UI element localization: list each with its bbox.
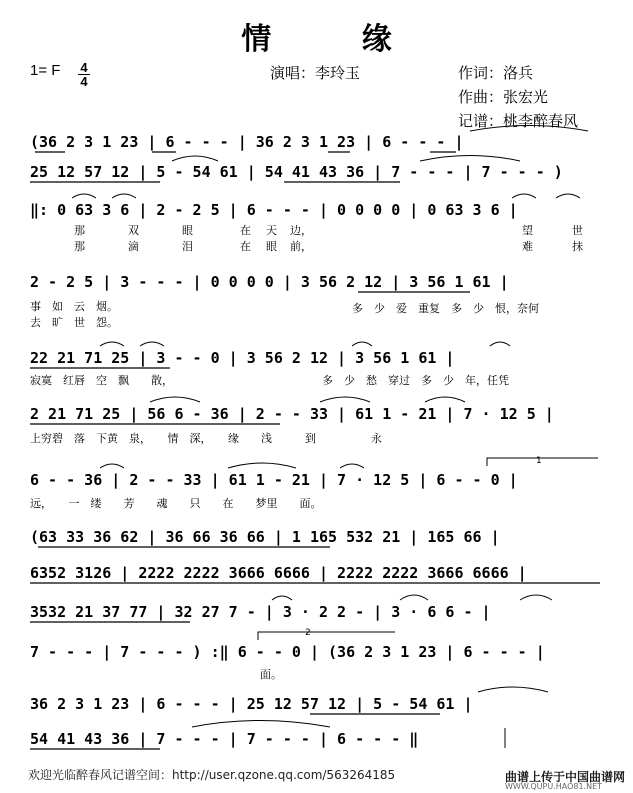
lyric-v1-line3-w2: 双 [128, 224, 139, 237]
lyric-v1-line3-w8: 世 [572, 224, 583, 237]
lyric-line5b: 多 少 愁 穿过 多 少 年，任凭 [322, 374, 509, 387]
slur-line7-a [228, 463, 296, 468]
time-signature-bottom: 4 [80, 74, 88, 89]
footer-text: 欢迎光临醉春风记谱空间：http://user.qzone.qq.com/563264185 [28, 768, 396, 782]
slur-line3-d [556, 194, 580, 198]
lyric-v1-line3-w7: 望 [522, 224, 533, 237]
score-line-4: 2 - 2 5 | 3 - - - | 0 0 0 0 | 3 56 2 12 | 3 56 1 61 | [30, 273, 509, 291]
lyric-v1-line3-w1: 那 [74, 224, 85, 237]
slur-line6-b [320, 397, 370, 402]
song-title: 情 缘 [241, 22, 432, 57]
lyric-v2-line3-w4: 在 [240, 240, 251, 253]
slur-line7-b [340, 464, 364, 468]
score-line-6: 2 21 71 25 | 56 6 - 36 | 2 - - 33 | 61 1 - 21 | 7 · 12 5 | [30, 405, 554, 423]
lyric-v2-line3-w7: 难 [522, 240, 533, 253]
watermark-main: 曲谱上传于中国曲谱网 [505, 770, 626, 784]
singer-credit: 演唱：李玲玉 [270, 64, 361, 82]
score-line-3: ‖: 0 63 3 6 | 2 - 2 5 | 6 - - - | 0 0 0 0 | 0 63 3 6 | [30, 201, 518, 219]
composer-credit: 作曲：张宏光 [458, 88, 549, 106]
score-line-1: (36 2 3 1 23 | 6 - - - | 36 2 3 1 23 | 6 - - - | [30, 133, 464, 151]
volta-first-number: 1 [536, 456, 542, 466]
lyric-v2-line3-w6: 前， [290, 240, 312, 253]
score-line-7: 6 - - 36 | 2 - - 33 | 61 1 - 21 | 7 · 12 5 | 6 - - 0 | [30, 471, 518, 489]
watermark-url: WWW.QUPU.HAO81.NET [505, 782, 603, 791]
lyric-v1-line3-w4: 在 [240, 224, 251, 237]
score-line-9: 6352 3126 | 2222 2222 3666 6666 | 2222 2222 3666 6666 | [30, 564, 527, 582]
lyric-v1-line3-w3: 眼 [182, 224, 193, 237]
slur-line6-c [425, 397, 465, 402]
lyric-line11: 面。 [260, 668, 282, 681]
lyric-v1-line3-w5: 天 [266, 224, 277, 237]
lyric-v2-line3-w1: 那 [74, 240, 85, 253]
slur-line6-a [150, 397, 200, 402]
time-signature-top: 4 [80, 60, 88, 75]
slur-line5-d [490, 342, 510, 346]
slur-line10-c [520, 595, 552, 600]
slur-line3-b [112, 194, 136, 198]
lyric-v1-line4a: 事 如 云 烟。 [30, 300, 118, 313]
slur-line2-b [420, 156, 520, 162]
lyric-line6: 上穷碧 落 下黄 泉， 情 深， 缘 浅 到 永 [30, 432, 382, 445]
slur-line7-c [100, 464, 124, 468]
volta-bracket-2 [258, 632, 395, 640]
lyricist-credit: 作词：洛兵 [458, 64, 534, 82]
score-line-8: (63 33 36 62 | 36 66 36 66 | 1 165 532 21 | 165 66 | [30, 528, 500, 546]
lyric-line4b: 多 少 爱 重复 多 少 恨，奈何 [352, 302, 539, 315]
slur-line10-a [272, 596, 292, 600]
lyric-v1-line3-w6: 边， [290, 224, 312, 237]
slur-line5-a [100, 342, 124, 346]
slur-line5-c [352, 342, 372, 346]
score-line-5: 22 21 71 25 | 3 - - 0 | 3 56 2 12 | 3 56 1 61 | [30, 349, 455, 367]
volta-second-number: 2 [305, 628, 311, 638]
lyric-v2-line3-w5: 眼 [266, 240, 277, 253]
key-signature: 1= F [30, 62, 61, 79]
score-line-11: 7 - - - | 7 - - - ) :‖ 6 - - 0 | (36 2 3 1 23 | 6 - - - | [30, 643, 545, 661]
slur-line13-a [192, 721, 330, 728]
lyric-v2-line4a: 去 旷 世 怨。 [30, 316, 118, 329]
slur-line2-a [172, 156, 218, 161]
lyric-line7: 远， 一 缕 芳 魂 只 在 梦里 面。 [30, 497, 322, 510]
score-line-2: 25 12 57 12 | 5 - 54 61 | 54 41 43 36 | 7 - - - | 7 - - - ) [30, 163, 563, 181]
slur-line3-c [512, 194, 536, 198]
slur-line12-a [478, 687, 548, 692]
lyric-line5a: 寂寞 红唇 空 飘 散， [30, 374, 173, 387]
lyric-v2-line3-w8: 抹 [572, 240, 583, 253]
transcriber-credit: 记谱：桃李醉春风 [458, 112, 579, 130]
slur-line10-b [400, 595, 428, 600]
lyric-v2-line3-w3: 泪 [182, 240, 193, 253]
lyric-v2-line3-w2: 滴 [128, 240, 139, 253]
score-line-13: 54 41 43 36 | 7 - - - | 7 - - - | 6 - - - ‖ [30, 730, 419, 748]
slur-line3-a [72, 194, 96, 198]
volta-bracket-1 [487, 458, 598, 466]
slur-line5-b [140, 342, 164, 346]
score-line-10: 3532 21 37 77 | 32 27 7 - | 3 · 2 2 - | 3 · 6 6 - | [30, 603, 491, 621]
score-line-12: 36 2 3 1 23 | 6 - - - | 25 12 57 12 | 5 - 54 61 | [30, 695, 473, 713]
time-signature [78, 62, 90, 87]
